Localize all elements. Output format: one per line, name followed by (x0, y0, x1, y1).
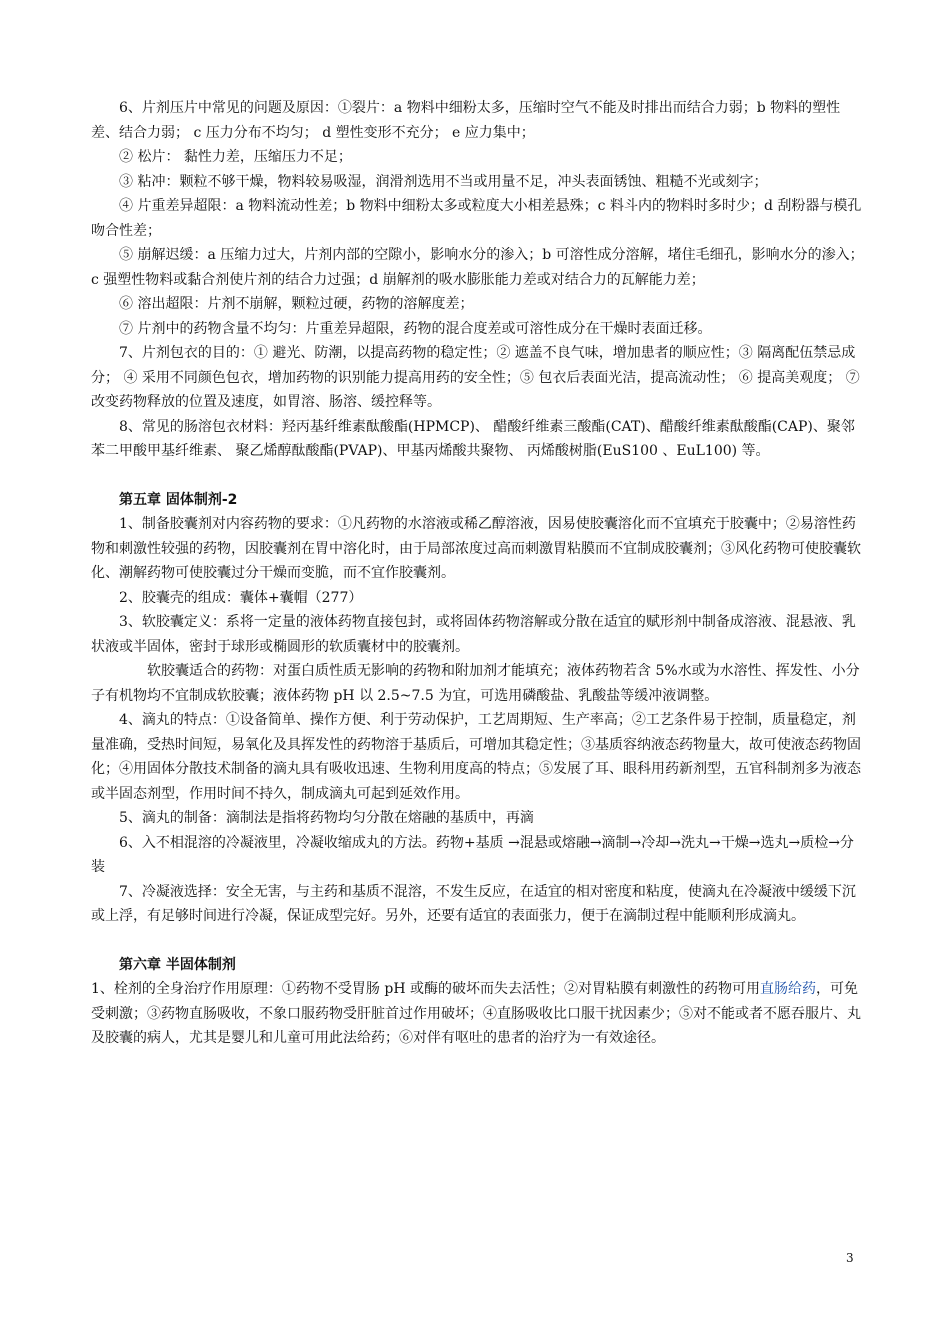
paragraph-dripping-process: 6、入不相混溶的冷凝液里，冷凝收缩成丸的方法。药物+基质 →混悬或熔融→滴制→冷却→洗丸→干燥→选丸→质检→分装 (91, 834, 854, 875)
page-number: 3 (846, 1251, 854, 1265)
paragraph-dripping-pill-prep: 5、滴丸的制备：滴制法是指将药物均匀分散在熔融的基质中，再滴 (119, 810, 534, 826)
chapter-6-heading: 第六章 半固体制剂 (119, 956, 236, 973)
paragraph-slow-disintegration: ⑤ 崩解迟缓：a 压缩力过大，片剂内部的空隙小，影响水分的渗入；b 可溶性成分溶解，堵住毛细孔，影响水分的渗入；c 强塑性物料或黏合剂使片剂的结合力过强；d 崩解剂的吸水膨胀能力差或对结合力的瓦解能力差； (91, 247, 864, 288)
suppository-text-start: 1、栓剂的全身治疗作用原理：①药物不受胃肠 pH 或酶的破坏而失去活性；②对胃粘膜有刺激性的药物可用 (91, 981, 760, 997)
paragraph-loose-tablet: ② 松片： 黏性力差，压缩压力不足； (119, 149, 352, 165)
paragraph-enteric-materials: 8、常见的肠溶包衣材料：羟丙基纤维素酞酸酯(HPMCP)、 醋酸纤维素三酸酯(CAT)、醋酸纤维素酞酸酯(CAP)、聚邻苯二甲酸甲基纤维素、 聚乙烯醇酞酸酯(PVAP)、甲基丙烯酸共聚物、 丙烯酸树脂(EuS100 、EuL100) 等。 (91, 418, 855, 459)
paragraph-dripping-pill-features: 4、滴丸的特点：①设备简单、操作方便、利于劳动保护，工艺周期短、生产率高；②工艺条件易于控制，质量稳定，剂量准确，受热时间短，易氧化及具挥发性的药物溶于基质后，可增加其稳定性；③基质容纳液态药物量大，故可使液态药物固化；④用固体分散技术制备的滴丸具有吸收迅速、生物利用度高的特点；⑤发展了耳、眼科用药新剂型，五官科制剂多为液态或半固态剂型，作用时间不持久，制成滴丸可起到延效作用。 (91, 712, 861, 802)
section-gap (91, 464, 866, 488)
suppository-text-end: ，可免受刺激；③药物直肠吸收，不象口服药物受肝脏首过作用破坏；④直肠吸收比口服干扰因素少；⑤对不能或者不愿吞服片、丸及胶囊的病人，尤其是婴儿和儿童可用此法给药；⑥对伴有呕吐的患者的治疗为一有效途径。 (91, 981, 861, 1046)
paragraph-suppository-principle (91, 977, 866, 1051)
paragraph-tablet-problems: 6、片剂压片中常见的问题及原因：①裂片：a 物料中细粉太多，压缩时空气不能及时排出而结合力弱；b 物料的塑性差、结合力弱； c 压力分布不均匀； d 塑性变形不充分； e 应力集中； (91, 100, 841, 141)
paragraph-sticking: ③ 粘冲：颗粒不够干燥，物料较易吸湿，润滑剂选用不当或用量不足，冲头表面锈蚀、粗糙不光或刻字； (119, 173, 768, 190)
paragraph-soft-capsule-definition: 3、软胶囊定义：系将一定量的液体药物直接包封，或将固体药物溶解或分散在适宜的赋形剂中制备成溶液、混悬液、乳状液或半固体，密封于球形或椭圆形的软质囊材中的胶囊剂。 (91, 614, 856, 655)
paragraph-coating-purpose: 7、片剂包衣的目的：① 避光、防潮，以提高药物的稳定性；② 遮盖不良气味，增加患者的顺应性；③ 隔离配伍禁忌成分； ④ 采用不同颜色包衣，增加药物的识别能力提高用药的安全性；⑤ 包衣后表面光洁，提高流动性； ⑥ 提高美观度； ⑦ 改变药物释放的位置及速度，如胃溶、肠溶、缓控释等。 (91, 345, 860, 410)
section-gap (91, 929, 866, 953)
paragraph-dissolution: ⑥ 溶出超限：片剂不崩解，颗粒过硬，药物的溶解度差； (119, 296, 474, 312)
paragraph-weight-variation: ④ 片重差异超限：a 物料流动性差；b 物料中细粉太多或粒度大小相差悬殊；c 料斗内的物料时多时少；d 刮粉器与模孔吻合性差； (91, 198, 862, 239)
paragraph-soft-capsule-drugs: 软胶囊适合的药物：对蛋白质性质无影响的药物和附加剂才能填充；液体药物若含 5%水或为水溶性、挥发性、小分子有机物均不宜制成软胶囊；液体药物 pH 以 2.5~7.5 为宜，可选用磷酸盐、乳酸盐等缓冲液调整。 (91, 663, 860, 704)
rectal-administration-link[interactable]: 直肠给药 (759, 981, 816, 997)
paragraph-capsule-requirements: 1、制备胶囊剂对内容药物的要求：①凡药物的水溶液或稀乙醇溶液，因易使胶囊溶化而不宜填充于胶囊中；②易溶性药物和刺激性较强的药物，因胶囊剂在胃中溶化时，由于局部浓度过高而刺激胃粘膜而不宜制成胶囊剂；③风化药物可使胶囊软化、潮解药物可使胶囊过分干燥而变脆，而不宜作胶囊剂。 (91, 516, 861, 581)
page-content (91, 96, 866, 1051)
chapter-5-heading: 第五章 固体制剂-2 (119, 491, 238, 508)
paragraph-capsule-shell: 2、胶囊壳的组成：囊体+囊帽（277） (119, 589, 363, 606)
paragraph-coolant-selection: 7、冷凝液选择：安全无害，与主药和基质不混溶，不发生反应，在适宜的相对密度和粘度，使滴丸在冷凝液中缓缓下沉或上浮，有足够时间进行冷凝，保证成型完好。另外，还要有适宜的表面张力，便于在滴制过程中能顺利形成滴丸。 (91, 883, 856, 924)
paragraph-content-uniformity: ⑦ 片剂中的药物含量不均匀：片重差异超限，药物的混合度差或可溶性成分在干燥时表面迁移。 (119, 320, 712, 337)
